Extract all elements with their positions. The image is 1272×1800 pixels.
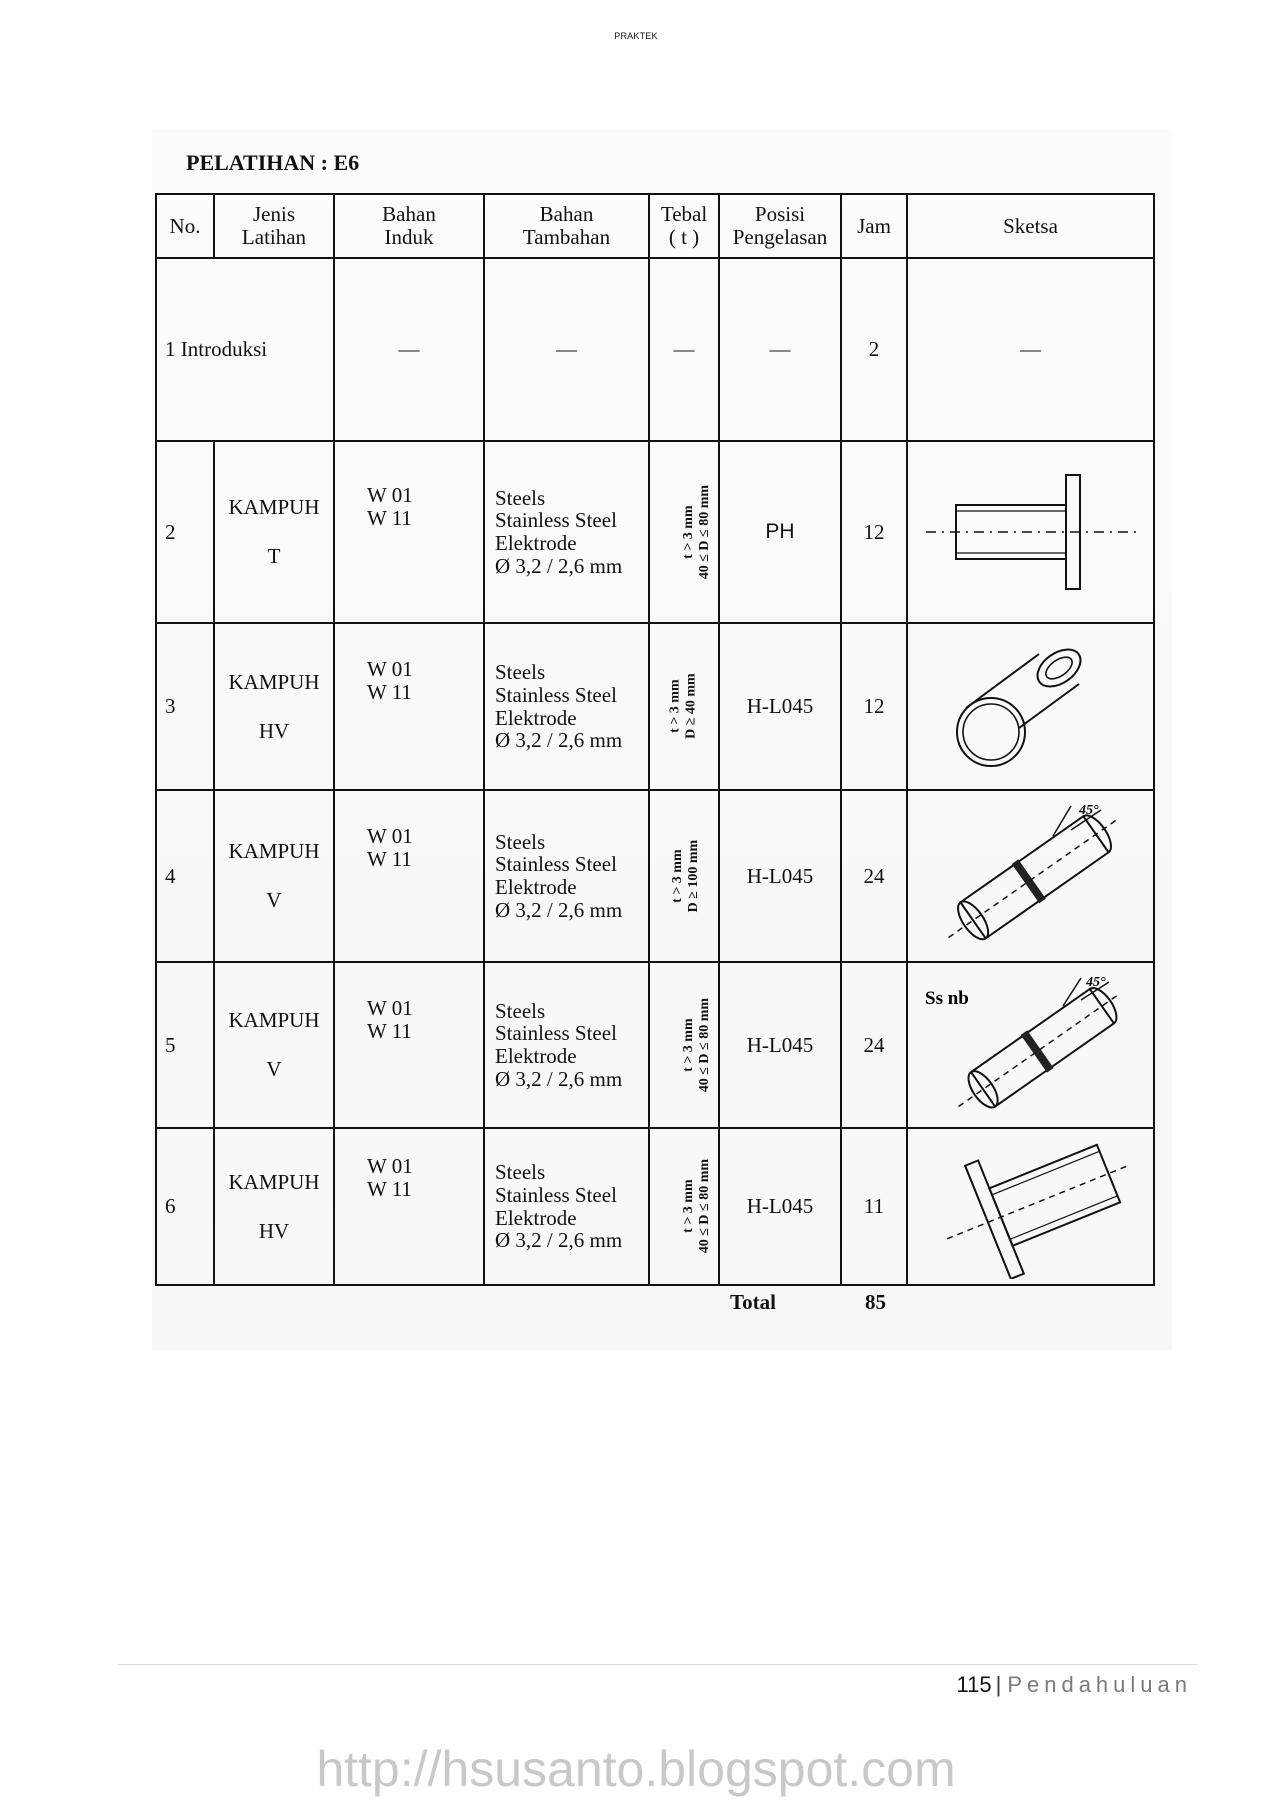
cell-tebal: —: [649, 258, 719, 441]
header-bahan-tambahan: Bahan Tambahan: [484, 194, 649, 258]
cell-sketsa: [907, 441, 1154, 623]
total-value: 85: [865, 1290, 886, 1314]
cell-jam: 2: [841, 258, 907, 441]
cell-tambahan: Steels Stainless Steel Elektrode Ø 3,2 / 2,6 mm: [484, 623, 649, 790]
cell-posisi: H-L045: [719, 1128, 841, 1285]
cell-posisi: H-L045: [719, 962, 841, 1128]
cell-posisi: H-L045: [719, 623, 841, 790]
watermark-url: http://hsusanto.blogspot.com: [316, 1741, 956, 1797]
header-sketsa: Sketsa: [907, 194, 1154, 258]
table-header-row: [156, 194, 1154, 258]
cell-posisi: PH: [719, 441, 841, 623]
cell-tebal: t > 3 mm 40 ≤ D ≤ 80 mm: [649, 962, 719, 1128]
cell-tambahan: Steels Stainless Steel Elektrode Ø 3,2 / 2,6 mm: [484, 790, 649, 962]
cell-sketsa: [907, 623, 1154, 790]
header-no: No.: [156, 194, 214, 258]
cell-no: 6: [156, 1128, 214, 1285]
cell-tambahan: Steels Stainless Steel Elektrode Ø 3,2 / 2,6 mm: [484, 441, 649, 623]
pipe-branch-icon: [921, 632, 1141, 782]
flange-tube-icon: [921, 457, 1141, 607]
tilted-flange-tube-icon: [921, 1134, 1141, 1279]
header-tebal: Tebal ( t ): [649, 194, 719, 258]
cell-no: 5: [156, 962, 214, 1128]
cell-tambahan: Steels Stainless Steel Elektrode Ø 3,2 / 2,6 mm: [484, 1128, 649, 1285]
table-row: [156, 441, 1154, 623]
cell-posisi: —: [719, 258, 841, 441]
running-header: PRAKTEK: [614, 31, 658, 41]
cell-tebal: t > 3 mm 40 ≤ D ≤ 80 mm: [649, 441, 719, 623]
pipe-45-joint-icon: [921, 970, 1141, 1120]
cell-sketsa: [907, 1128, 1154, 1285]
cell-induk: —: [334, 258, 484, 441]
cell-jam: 11: [841, 1128, 907, 1285]
table-row: [156, 258, 1154, 441]
page-number: 115: [956, 1672, 992, 1697]
cell-tebal: t > 3 mm D ≥ 100 mm: [649, 790, 719, 962]
cell-sketsa: [907, 790, 1154, 962]
row-intro-label: 1 Introduksi: [156, 258, 334, 441]
sheet-title: PELATIHAN : E6: [186, 150, 360, 175]
cell-tambahan: Steels Stainless Steel Elektrode Ø 3,2 / 2,6 mm: [484, 962, 649, 1128]
total-label: Total: [730, 1290, 776, 1314]
cell-jenis: KAMPUH V: [214, 962, 334, 1128]
training-table: [155, 193, 1155, 1286]
cell-posisi: H-L045: [719, 790, 841, 962]
cell-jam: 12: [841, 441, 907, 623]
cell-jenis: KAMPUH V: [214, 790, 334, 962]
table-row: [156, 623, 1154, 790]
cell-no: 4: [156, 790, 214, 962]
page-footer: [957, 1672, 1192, 1698]
table-row: [156, 962, 1154, 1128]
sketch-angle-label: 45°: [1085, 975, 1106, 990]
cell-jam: 24: [841, 790, 907, 962]
section-name: Pendahuluan: [1007, 1672, 1192, 1697]
cell-induk: W 01 W 11: [334, 623, 484, 790]
cell-tebal: t > 3 mm D ≥ 40 mm: [649, 623, 719, 790]
cell-no: 2: [156, 441, 214, 623]
header-posisi: Posisi Pengelasan: [719, 194, 841, 258]
cell-jam: 12: [841, 623, 907, 790]
cell-tebal: t > 3 mm 40 ≤ D ≤ 80 mm: [649, 1128, 719, 1285]
cell-induk: W 01 W 11: [334, 1128, 484, 1285]
table-row: [156, 790, 1154, 962]
cell-sketsa: —: [907, 258, 1154, 441]
sketch-angle-label: 45°: [1078, 803, 1099, 818]
cell-sketsa: [907, 962, 1154, 1128]
footer-separator: |: [995, 1672, 1002, 1697]
cell-induk: W 01 W 11: [334, 962, 484, 1128]
header-jam: Jam: [841, 194, 907, 258]
cell-jenis: KAMPUH HV: [214, 623, 334, 790]
cell-induk: W 01 W 11: [334, 790, 484, 962]
cell-tambahan: —: [484, 258, 649, 441]
cell-no: 3: [156, 623, 214, 790]
cell-induk: W 01 W 11: [334, 441, 484, 623]
header-jenis: Jenis Latihan: [214, 194, 334, 258]
cell-jam: 24: [841, 962, 907, 1128]
cell-jenis: KAMPUH T: [214, 441, 334, 623]
sketch-note: Ss nb: [924, 988, 969, 1009]
pipe-45-joint-icon: [921, 796, 1141, 956]
table-row: [156, 1128, 1154, 1285]
cell-jenis: KAMPUH HV: [214, 1128, 334, 1285]
footer-divider: [118, 1664, 1198, 1665]
header-bahan-induk: Bahan Induk: [334, 194, 484, 258]
